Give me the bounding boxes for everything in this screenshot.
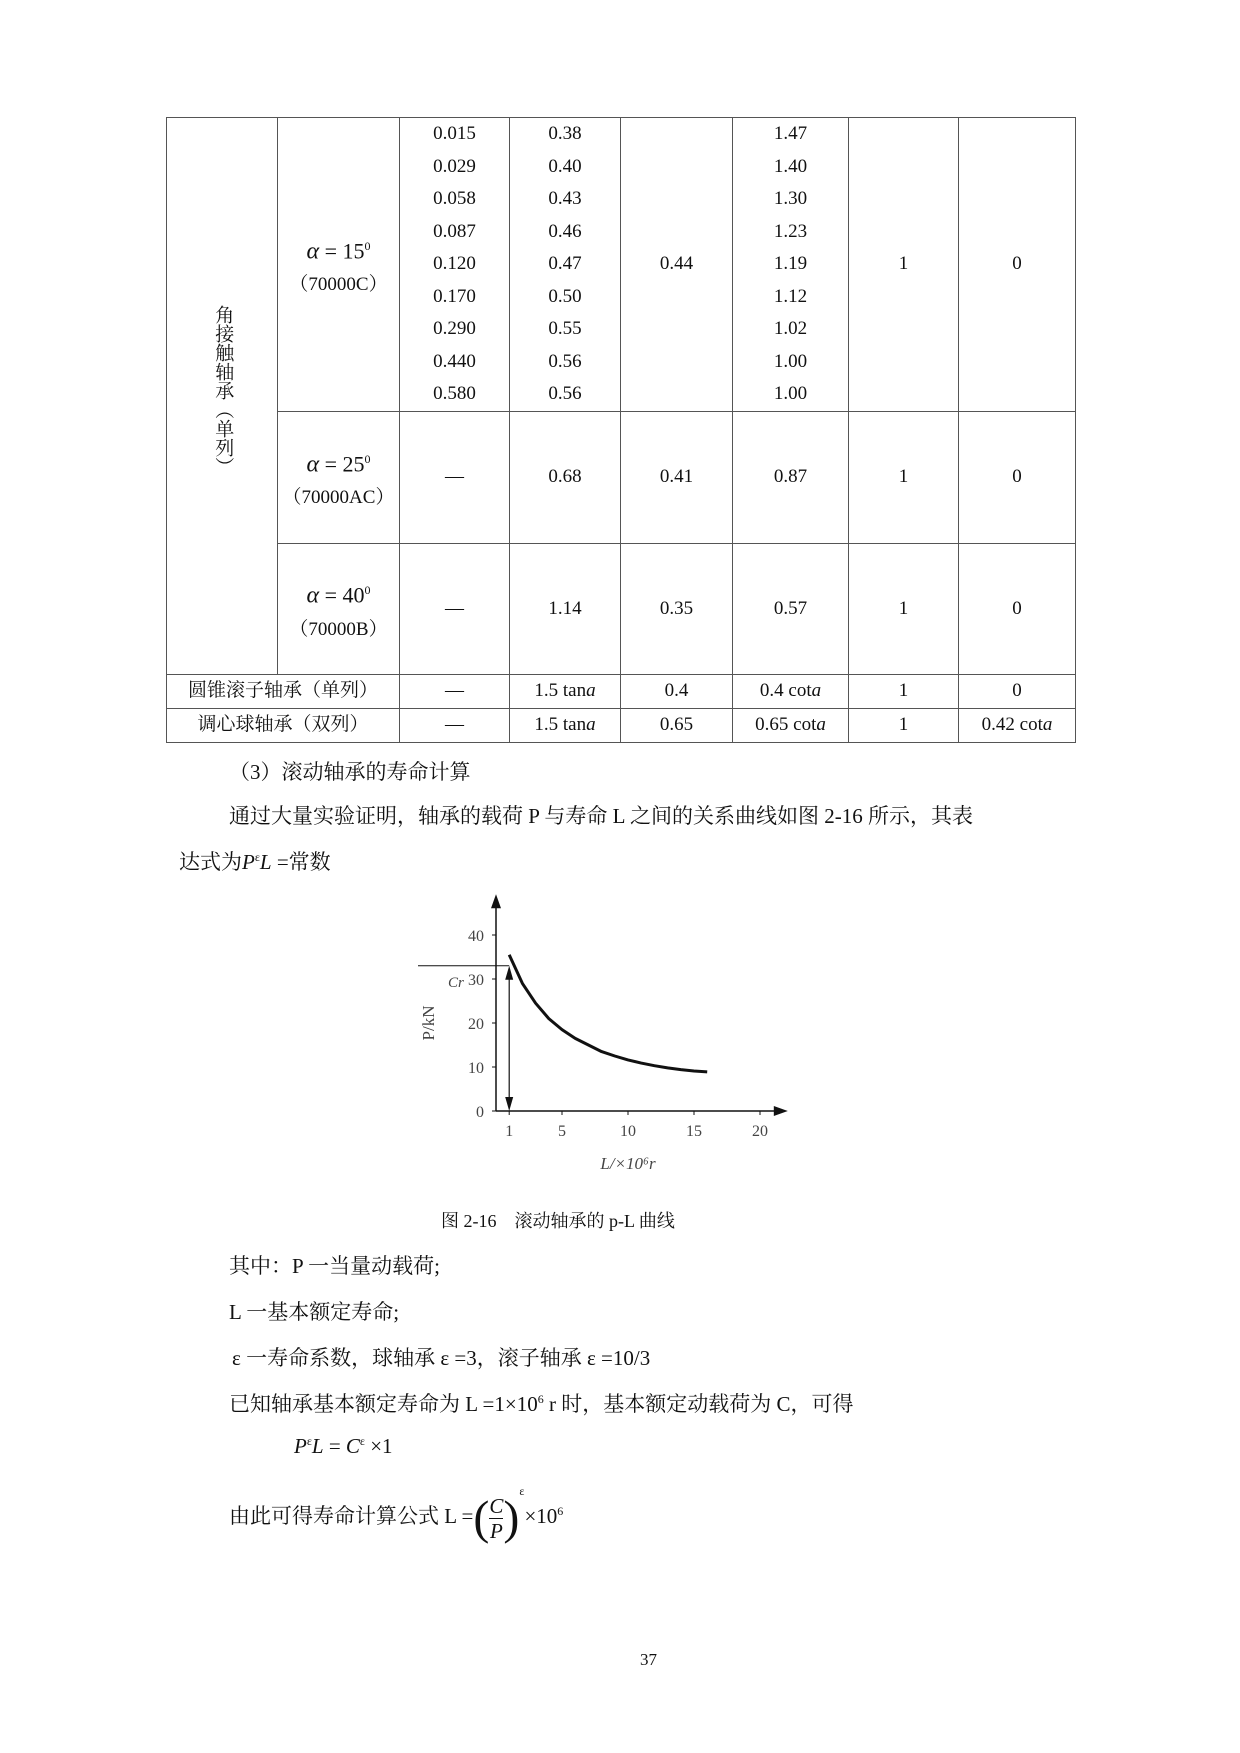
numerator: C bbox=[489, 1493, 504, 1518]
list-value: 0.46 bbox=[548, 220, 582, 242]
cell: 0.41 bbox=[621, 412, 733, 544]
col3-list bbox=[400, 118, 510, 412]
symbol: P bbox=[294, 1434, 307, 1458]
p-l-curve-figure bbox=[400, 880, 820, 1180]
formula: 1.5 tan bbox=[534, 680, 587, 701]
model-code: （70000C） bbox=[289, 274, 388, 296]
angle-value: 15 bbox=[342, 238, 365, 264]
list-value: 0.580 bbox=[433, 383, 476, 405]
y-tick-label: 10 bbox=[468, 1060, 484, 1077]
denominator: P bbox=[489, 1518, 503, 1543]
cell: 0 bbox=[959, 118, 1076, 412]
table-row bbox=[167, 708, 1076, 742]
formula: 1.5 tan bbox=[534, 713, 587, 735]
text: 由此可得寿命计算公式 L = bbox=[229, 1504, 474, 1528]
y-tick-label: 30 bbox=[468, 972, 484, 989]
list-value: 1.19 bbox=[773, 253, 808, 275]
eq: = bbox=[319, 451, 343, 477]
model-code: （70000B） bbox=[289, 618, 388, 640]
list-value: 0.170 bbox=[433, 285, 476, 307]
cell: 0.4 bbox=[621, 675, 733, 709]
angle-value: 40 bbox=[342, 582, 365, 608]
section-title: （3）滚动轴承的寿命计算 bbox=[229, 760, 471, 784]
deg: 0 bbox=[364, 238, 371, 253]
x-tick-label: 10 bbox=[620, 1123, 636, 1140]
cell bbox=[510, 708, 621, 742]
col6-list bbox=[733, 118, 849, 412]
eq: = bbox=[319, 238, 343, 264]
list-value: 1.40 bbox=[773, 155, 808, 177]
list-value: 1.00 bbox=[773, 350, 808, 372]
formula: 0.4 cot bbox=[759, 680, 812, 701]
y-tick-label: 20 bbox=[468, 1016, 484, 1033]
alpha-symbol: α bbox=[306, 238, 320, 265]
bearing-name: 调心球轴承（双列） bbox=[167, 708, 400, 742]
cell: 0.68 bbox=[510, 412, 621, 544]
a-symbol: a bbox=[586, 680, 596, 701]
alpha-symbol: α bbox=[306, 582, 320, 609]
cell: 0 bbox=[959, 675, 1076, 709]
paragraph bbox=[229, 1388, 853, 1418]
eq: = bbox=[319, 582, 343, 608]
deg: 0 bbox=[364, 451, 371, 466]
list-value: 0.015 bbox=[433, 123, 476, 145]
x-tick-label: 20 bbox=[752, 1123, 768, 1140]
group-label: 角接触轴承（单列） bbox=[212, 304, 234, 476]
symbol: P bbox=[242, 850, 255, 874]
list-value: 0.43 bbox=[548, 188, 582, 210]
group-label-cell bbox=[167, 118, 278, 675]
list-value: 0.47 bbox=[548, 253, 582, 275]
angle-cell bbox=[278, 412, 400, 544]
list-value: 1.02 bbox=[773, 318, 808, 340]
list-value: 0.440 bbox=[433, 350, 476, 372]
cell: 1 bbox=[849, 708, 959, 742]
text: 达式为 bbox=[179, 850, 242, 874]
bearing-name: 圆锥滚子轴承（单列） bbox=[167, 675, 400, 709]
table-row bbox=[167, 118, 1076, 412]
cell: 1.14 bbox=[510, 544, 621, 675]
cell bbox=[733, 675, 849, 709]
cell bbox=[510, 675, 621, 709]
list-value: 0.058 bbox=[433, 188, 476, 210]
symbol: L bbox=[311, 1434, 324, 1458]
figure-caption: 图 2-16 滚动轴承的 p-L 曲线 bbox=[441, 1211, 675, 1231]
definition: 其中：P 一当量动载荷; bbox=[229, 1254, 440, 1278]
cell: 1 bbox=[849, 412, 959, 544]
text: = bbox=[323, 1434, 346, 1458]
text: r 时，基本额定动载荷为 C，可得 bbox=[543, 1392, 854, 1416]
cell: — bbox=[400, 412, 510, 544]
load-factor-table bbox=[166, 117, 1076, 743]
cell: 0.87 bbox=[733, 412, 849, 544]
angle-cell bbox=[278, 118, 400, 412]
x-tick-label: 1 bbox=[505, 1123, 514, 1140]
x-tick-label: 15 bbox=[686, 1123, 702, 1140]
text: ×10 bbox=[524, 1504, 558, 1528]
cell: 1 bbox=[849, 675, 959, 709]
paragraph: 通过大量实验证明，轴承的载荷 P 与寿命 L 之间的关系曲线如图 2-16 所示，其表 bbox=[229, 804, 973, 828]
x-axis-arrow bbox=[774, 1106, 788, 1116]
list-value: 1.23 bbox=[773, 220, 808, 242]
list-value: 1.00 bbox=[773, 383, 808, 405]
list-value: 0.029 bbox=[433, 155, 476, 177]
list-value: 0.120 bbox=[433, 253, 476, 275]
symbol: ε bbox=[254, 850, 260, 864]
cr-label: Cr bbox=[448, 974, 464, 991]
a-symbol: a bbox=[816, 713, 826, 735]
page-number: 37 bbox=[640, 1650, 657, 1669]
symbol: ε bbox=[519, 1484, 525, 1498]
list-value: 1.47 bbox=[773, 123, 808, 145]
exp: 6 bbox=[537, 1392, 544, 1406]
y-tick-label: 0 bbox=[476, 1104, 484, 1121]
angle-value: 25 bbox=[342, 451, 365, 477]
model-code: （70000AC） bbox=[282, 487, 395, 509]
cell: 0.57 bbox=[733, 544, 849, 675]
table-row bbox=[167, 544, 1076, 675]
col4-list bbox=[510, 118, 621, 412]
cell bbox=[959, 708, 1076, 742]
formula: 0.42 cot bbox=[981, 713, 1043, 735]
x-tick-label: 5 bbox=[558, 1123, 566, 1140]
deg: 0 bbox=[364, 583, 371, 598]
table-row bbox=[167, 412, 1076, 544]
equation-1 bbox=[294, 1434, 393, 1459]
list-value: 0.55 bbox=[548, 318, 582, 340]
text: =常数 bbox=[271, 850, 331, 874]
definition: L 一基本额定寿命; bbox=[229, 1300, 400, 1324]
alpha-symbol: α bbox=[306, 451, 320, 478]
symbol: C bbox=[345, 1434, 360, 1458]
cell: 0 bbox=[959, 412, 1076, 544]
a-symbol: a bbox=[811, 680, 822, 701]
symbol: ε bbox=[306, 1434, 312, 1448]
cell: 1 bbox=[849, 118, 959, 412]
list-value: 0.290 bbox=[433, 318, 476, 340]
cell: — bbox=[400, 675, 510, 709]
a-symbol: a bbox=[1042, 713, 1053, 735]
definition: ε 一寿命系数，球轴承 ε =3，滚子轴承 ε =10/3 bbox=[232, 1346, 651, 1370]
x-axis-label: L/×10⁶r bbox=[600, 1154, 656, 1173]
cell: 0.65 bbox=[621, 708, 733, 742]
cell: 1 bbox=[849, 544, 959, 675]
arrow-head-up bbox=[505, 966, 513, 980]
list-value: 0.40 bbox=[548, 155, 582, 177]
list-value: 0.38 bbox=[548, 123, 582, 145]
cell bbox=[733, 708, 849, 742]
cell: — bbox=[400, 544, 510, 675]
fraction bbox=[489, 1494, 503, 1543]
list-value: 0.56 bbox=[548, 383, 582, 405]
cell: 0 bbox=[959, 544, 1076, 675]
list-value: 0.56 bbox=[548, 350, 582, 372]
p-l-curve bbox=[509, 955, 707, 1072]
y-axis-label: P/kN bbox=[419, 1005, 438, 1041]
y-axis-arrow bbox=[491, 894, 501, 908]
cell: — bbox=[400, 708, 510, 742]
text: 已知轴承基本额定寿命为 L =1×10 bbox=[229, 1392, 538, 1416]
cell: 0.35 bbox=[621, 544, 733, 675]
arrow-head-down bbox=[505, 1097, 513, 1111]
paragraph bbox=[179, 846, 331, 876]
list-value: 0.087 bbox=[433, 220, 476, 242]
text: ×1 bbox=[364, 1434, 393, 1458]
list-value: 1.30 bbox=[773, 188, 808, 210]
angle-cell bbox=[278, 544, 400, 675]
cell: 0.44 bbox=[621, 118, 733, 412]
symbol: ε bbox=[359, 1434, 365, 1448]
symbol: L bbox=[259, 850, 272, 874]
list-value: 0.50 bbox=[548, 285, 582, 307]
table-row bbox=[167, 675, 1076, 709]
y-tick-label: 40 bbox=[468, 928, 484, 945]
formula: 0.65 cot bbox=[755, 713, 817, 735]
equation-2: 由此可得寿命计算公式 L =( $\frac{C}{P}$ )$^\varepsilon\times 10^6$ bbox=[229, 1484, 564, 1545]
list-value: 1.12 bbox=[773, 285, 808, 307]
a-symbol: a bbox=[586, 713, 596, 735]
exp: 6 bbox=[557, 1504, 564, 1518]
